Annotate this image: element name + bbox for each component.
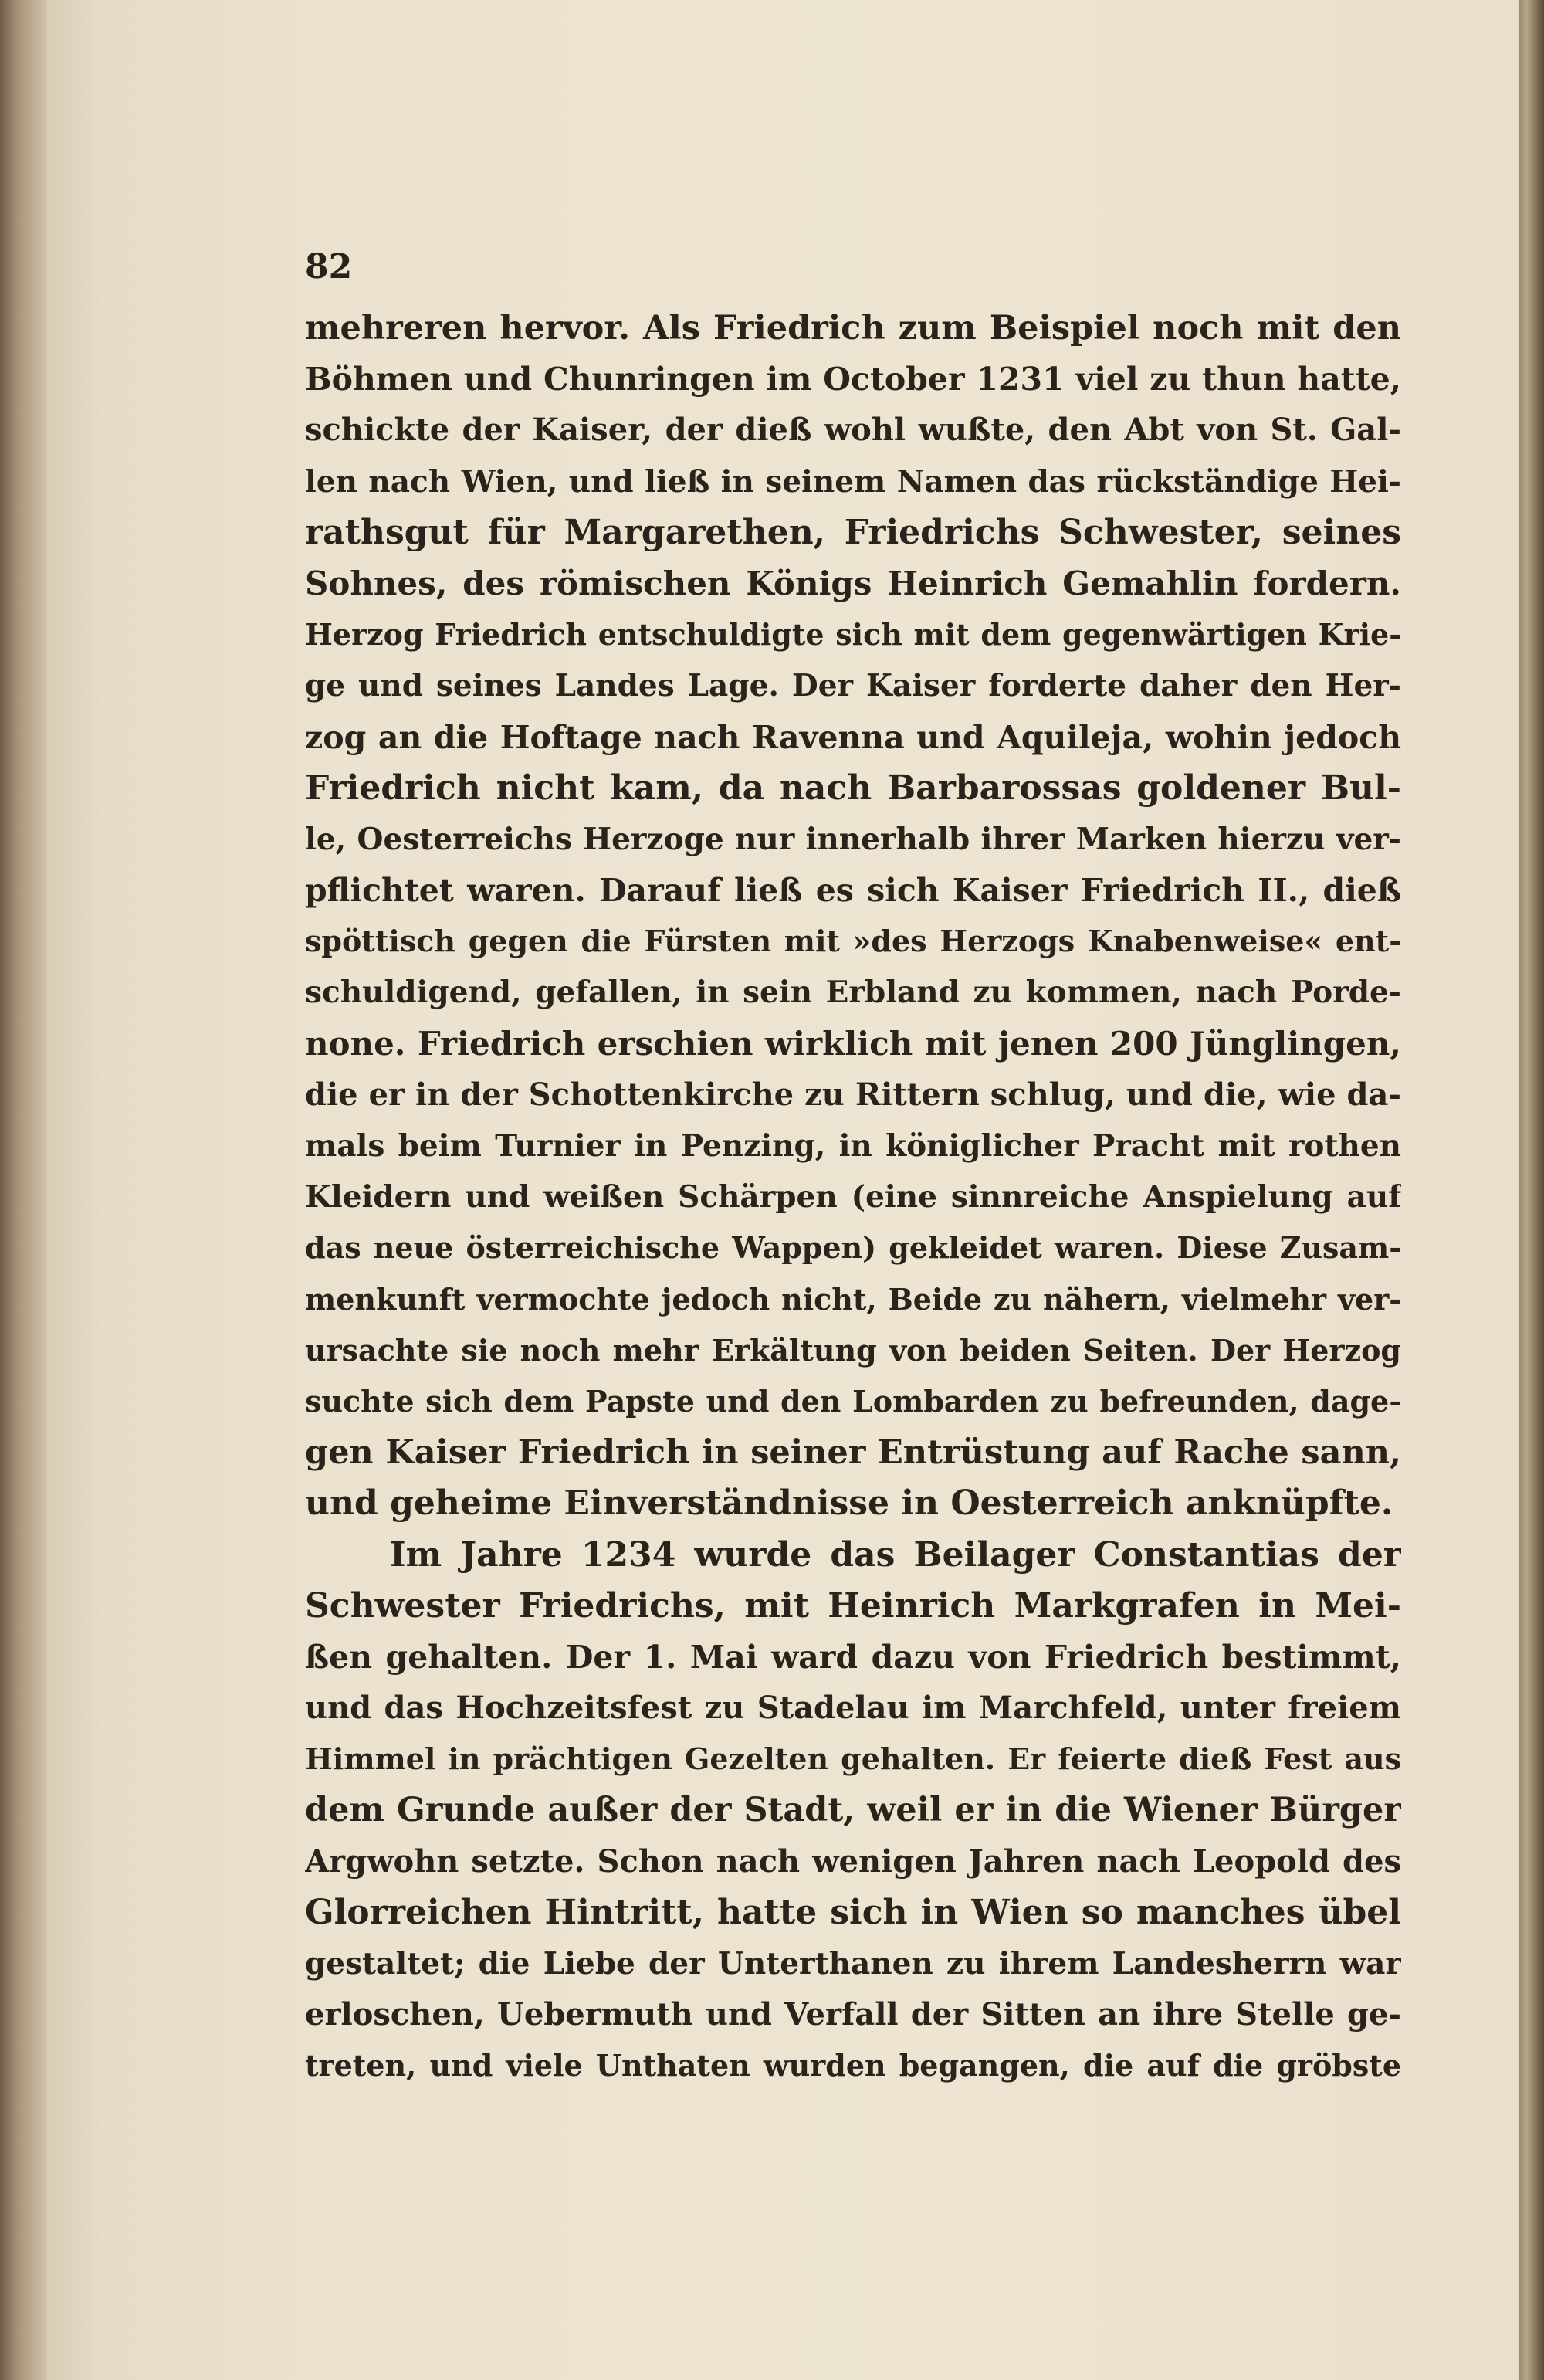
text-line: gen Kaiser Friedrich in seiner Entrüstung auf Rache sann, bbox=[305, 1433, 1401, 1473]
text-line: len nach Wien, und ließ in seinem Namen das rückständige Hei- bbox=[305, 463, 1401, 500]
text-line: ge und seines Landes Lage. Der Kaiser forderte daher den Her- bbox=[305, 668, 1401, 704]
text-line: zog an die Hoftage nach Ravenna und Aquileja, wohin jedoch bbox=[305, 718, 1401, 756]
text-line: Friedrich nicht kam, da nach Barbarossas goldener Bul- bbox=[305, 768, 1401, 808]
text-line: Herzog Friedrich entschuldigte sich mit dem gegenwärtigen Krie- bbox=[305, 617, 1401, 653]
text-line: rathsgut für Margarethen, Friedrichs Schwester, seines bbox=[305, 512, 1401, 552]
paragraph-end-line: und geheime Einverständnisse in Oesterreich anknüpfte. bbox=[305, 1483, 1393, 1524]
page-edge bbox=[1519, 0, 1544, 2380]
text-line: Kleidern und weißen Schärpen (eine sinnreiche Anspielung auf bbox=[305, 1179, 1401, 1215]
text-line: mals beim Turnier in Penzing, in königlicher Pracht mit rothen bbox=[305, 1128, 1401, 1164]
text-line: mehreren hervor. Als Friedrich zum Beispiel noch mit den bbox=[305, 309, 1401, 348]
book-binding bbox=[0, 0, 46, 2380]
body-text bbox=[305, 303, 1401, 2092]
text-line: ursachte sie noch mehr Erkältung von beiden Seiten. Der Herzog bbox=[305, 1332, 1401, 1368]
text-line: treten, und viele Unthaten wurden begangen, die auf die gröbste bbox=[305, 2048, 1401, 2083]
text-line: Glorreichen Hintritt, hatte sich in Wien so manches übel bbox=[305, 1892, 1401, 1932]
text-line: und das Hochzeitsfest zu Stadelau im Marchfeld, unter freiem bbox=[305, 1690, 1401, 1727]
text-line: le, Oesterreichs Herzoge nur innerhalb ihrer Marken hierzu ver- bbox=[305, 821, 1401, 857]
text-line: suchte sich dem Papste und den Lombarden zu befreunden, dage- bbox=[305, 1383, 1401, 1419]
text-line: das neue österreichische Wappen) gekleidet waren. Diese Zusam- bbox=[305, 1230, 1401, 1266]
text-line: Sohnes, des römischen Königs Heinrich Gemahlin fordern. bbox=[305, 564, 1401, 602]
paragraph-start-line: Im Jahre 1234 wurde das Beilager Constantias der bbox=[390, 1534, 1401, 1575]
book-page bbox=[46, 0, 1544, 2380]
text-line: Himmel in prächtigen Gezelten gehalten. Er feierte dieß Fest aus bbox=[305, 1741, 1401, 1777]
text-line: die er in der Schottenkirche zu Rittern schlug, und die, wie da- bbox=[305, 1076, 1401, 1113]
text-line: gestaltet; die Liebe der Unterthanen zu ihrem Landesherrn war bbox=[305, 1946, 1401, 1982]
text-line: pflichtet waren. Darauf ließ es sich Kaiser Friedrich II., dieß bbox=[305, 872, 1401, 910]
page-number: 82 bbox=[305, 247, 353, 286]
text-line: spöttisch gegen die Fürsten mit »des Herzogs Knabenweise« ent- bbox=[305, 924, 1401, 959]
text-line: dem Grunde außer der Stadt, weil er in die Wiener Bürger bbox=[305, 1791, 1401, 1830]
text-line: Argwohn setzte. Schon nach wenigen Jahren nach Leopold des bbox=[305, 1843, 1401, 1880]
text-line: schuldigend, gefallen, in sein Erbland zu kommen, nach Porde- bbox=[305, 975, 1401, 1011]
text-line: Böhmen und Chunringen im October 1231 viel zu thun hatte, bbox=[305, 361, 1401, 398]
text-line: Schwester Friedrichs, mit Heinrich Markgrafen in Mei- bbox=[305, 1585, 1401, 1626]
text-line: schickte der Kaiser, der dieß wohl wußte, den Abt von St. Gal- bbox=[305, 412, 1401, 449]
text-line: erloschen, Uebermuth und Verfall der Sitten an ihre Stelle ge- bbox=[305, 1996, 1401, 2033]
text-line: none. Friedrich erschien wirklich mit jenen 200 Jünglingen, bbox=[305, 1024, 1401, 1063]
text-line: ßen gehalten. Der 1. Mai ward dazu von Friedrich bestimmt, bbox=[305, 1638, 1401, 1676]
text-line: menkunft vermochte jedoch nicht, Beide zu nähern, vielmehr ver- bbox=[305, 1281, 1401, 1317]
